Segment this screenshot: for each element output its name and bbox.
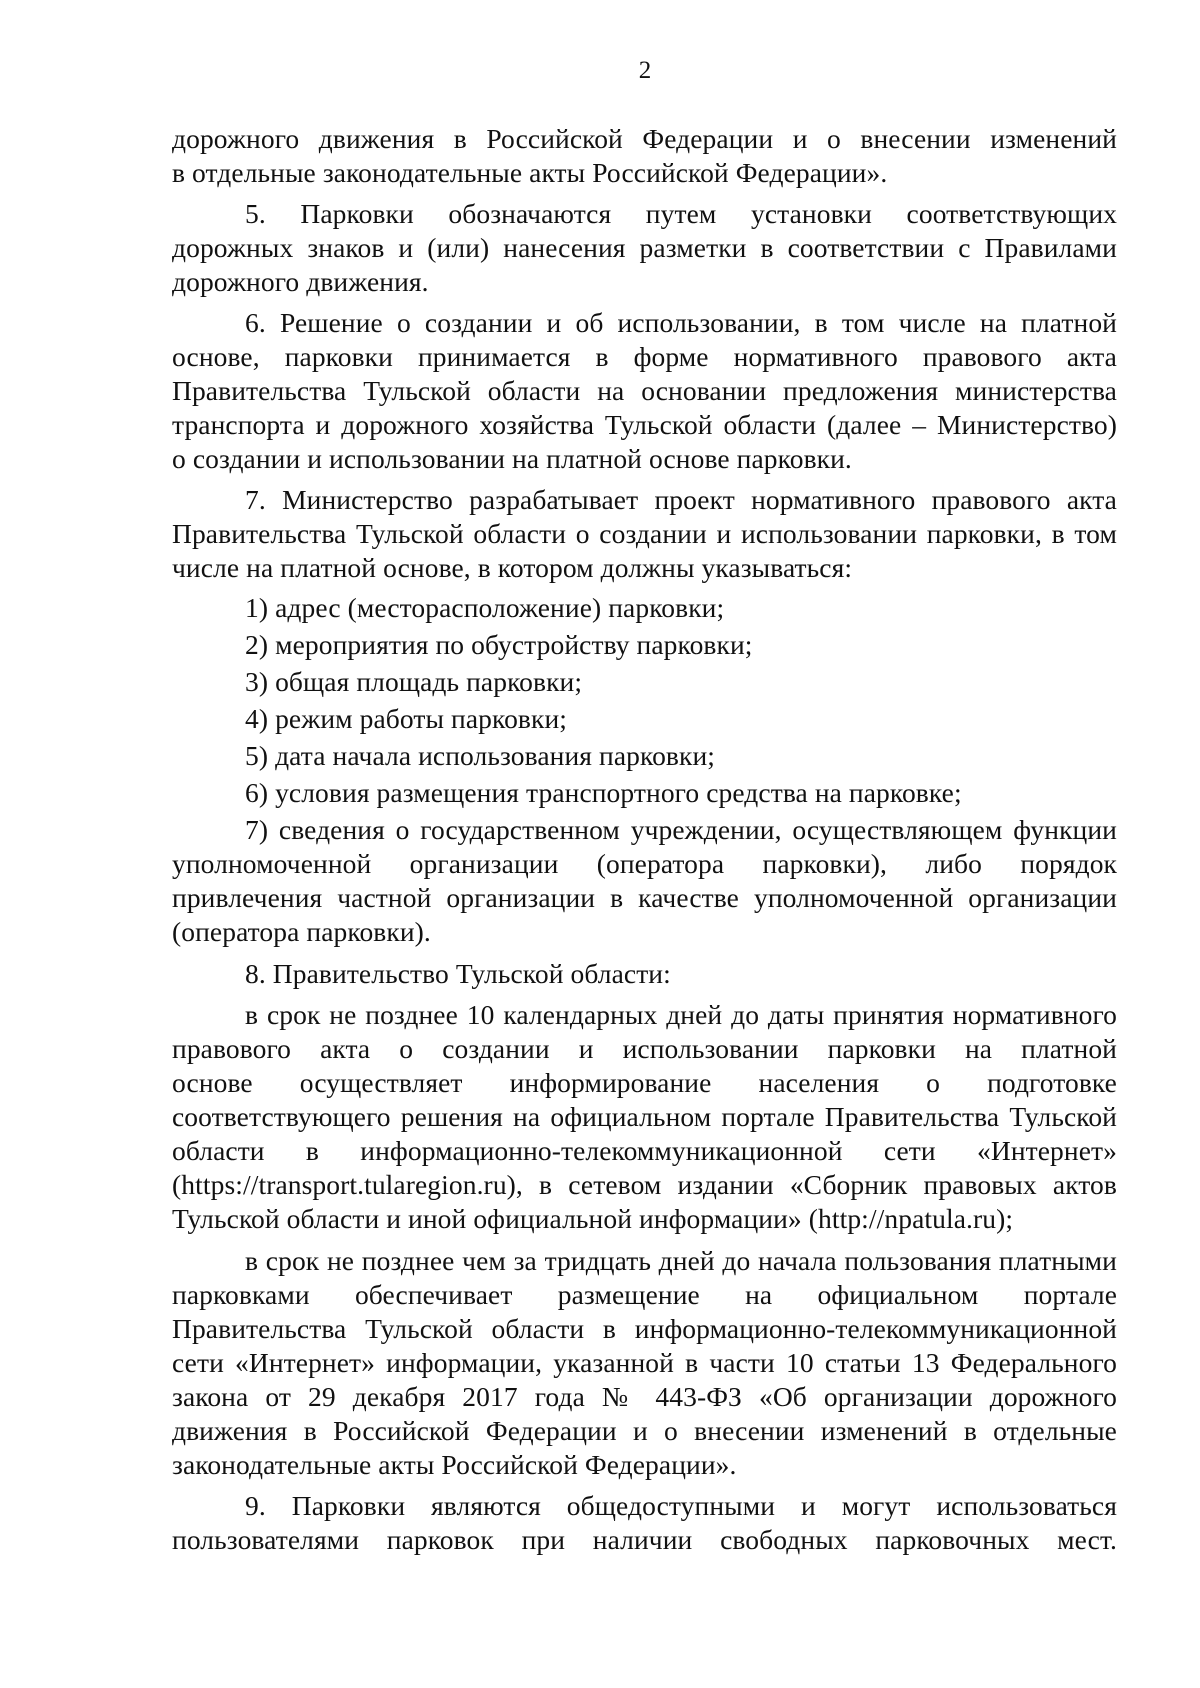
text-line: транспорта и дорожного хозяйства Тульской области (далее – Министерство) bbox=[172, 409, 1117, 440]
text-line: 1) адрес (месторасположение) парковки; bbox=[245, 592, 725, 623]
text-line: 3) общая площадь парковки; bbox=[245, 666, 583, 697]
text-line: дорожного движения. bbox=[172, 266, 429, 297]
text-line: основе, парковки принимается в форме нормативного правового акта bbox=[172, 341, 1117, 372]
text-line: уполномоченной организации (оператора парковки), либо порядок bbox=[172, 848, 1117, 879]
text-line: 6. Решение о создании и об использовании, в том числе на платной bbox=[245, 307, 1117, 338]
text-line: числе на платной основе, в котором должны указываться: bbox=[172, 552, 853, 583]
text-line: Тульской области и иной официальной информации» (http://npatula.ru); bbox=[172, 1203, 1014, 1234]
text-line: 9. Парковки являются общедоступными и могут использоваться bbox=[245, 1490, 1117, 1521]
text-line: правового акта о создании и использовании парковки на платной bbox=[172, 1033, 1117, 1064]
text-line: парковками обеспечивает размещение на официальном портале bbox=[172, 1279, 1117, 1310]
text-line: 4) режим работы парковки; bbox=[245, 703, 568, 734]
text-line: в срок не позднее 10 календарных дней до даты принятия нормативного bbox=[245, 999, 1117, 1030]
text-line: дорожных знаков и (или) нанесения разметки в соответствии с Правилами bbox=[172, 232, 1117, 263]
text-line: движения в Российской Федерации и о внесении изменений в отдельные bbox=[172, 1415, 1117, 1446]
text-line: области в информационно-телекоммуникационной сети «Интернет» bbox=[172, 1135, 1117, 1166]
text-line: соответствующего решения на официальном портале Правительства Тульской bbox=[172, 1101, 1117, 1132]
text-line: закона от 29 декабря 2017 года № 443-ФЗ «Об организации дорожного bbox=[172, 1381, 1117, 1412]
text-line: (https://transport.tularegion.ru), в сетевом издании «Сборник правовых актов bbox=[172, 1169, 1117, 1200]
text-line: Правительства Тульской области в информационно-телекоммуникационной bbox=[172, 1313, 1117, 1344]
text-line: 8. Правительство Тульской области: bbox=[245, 958, 671, 989]
text-line: Правительства Тульской области о создании и использовании парковки, в том bbox=[172, 518, 1117, 549]
text-line: пользователями парковок при наличии свободных парковочных мест. bbox=[172, 1524, 1117, 1555]
page-number: 2 bbox=[638, 57, 652, 84]
text-line: в срок не позднее чем за тридцать дней до начала пользования платными bbox=[245, 1245, 1117, 1276]
text-line: (оператора парковки). bbox=[172, 916, 431, 947]
text-line: 5) дата начала использования парковки; bbox=[245, 740, 716, 771]
text-line: законодательные акты Российской Федерации». bbox=[172, 1449, 737, 1480]
text-line: основе осуществляет информирование населения о подготовке bbox=[172, 1067, 1117, 1098]
text-line: о создании и использовании на платной основе парковки. bbox=[172, 443, 852, 474]
text-line: 5. Парковки обозначаются путем установки соответствующих bbox=[245, 198, 1117, 229]
text-line: Правительства Тульской области на основании предложения министерства bbox=[172, 375, 1117, 406]
text-line: 7) сведения о государственном учреждении, осуществляющем функции bbox=[245, 814, 1117, 845]
text-line: 7. Министерство разрабатывает проект нормативного правового акта bbox=[245, 484, 1117, 515]
text-line: 2) мероприятия по обустройству парковки; bbox=[245, 629, 753, 660]
text-line: дорожного движения в Российской Федерации и о внесении изменений bbox=[172, 123, 1117, 154]
text-line: 6) условия размещения транспортного средства на парковке; bbox=[245, 777, 962, 808]
text-line: привлечения частной организации в качестве уполномоченной организации bbox=[172, 882, 1117, 913]
text-line: сети «Интернет» информации, указанной в части 10 статьи 13 Федерального bbox=[172, 1347, 1117, 1378]
text-line: в отдельные законодательные акты Российской Федерации». bbox=[172, 157, 888, 188]
